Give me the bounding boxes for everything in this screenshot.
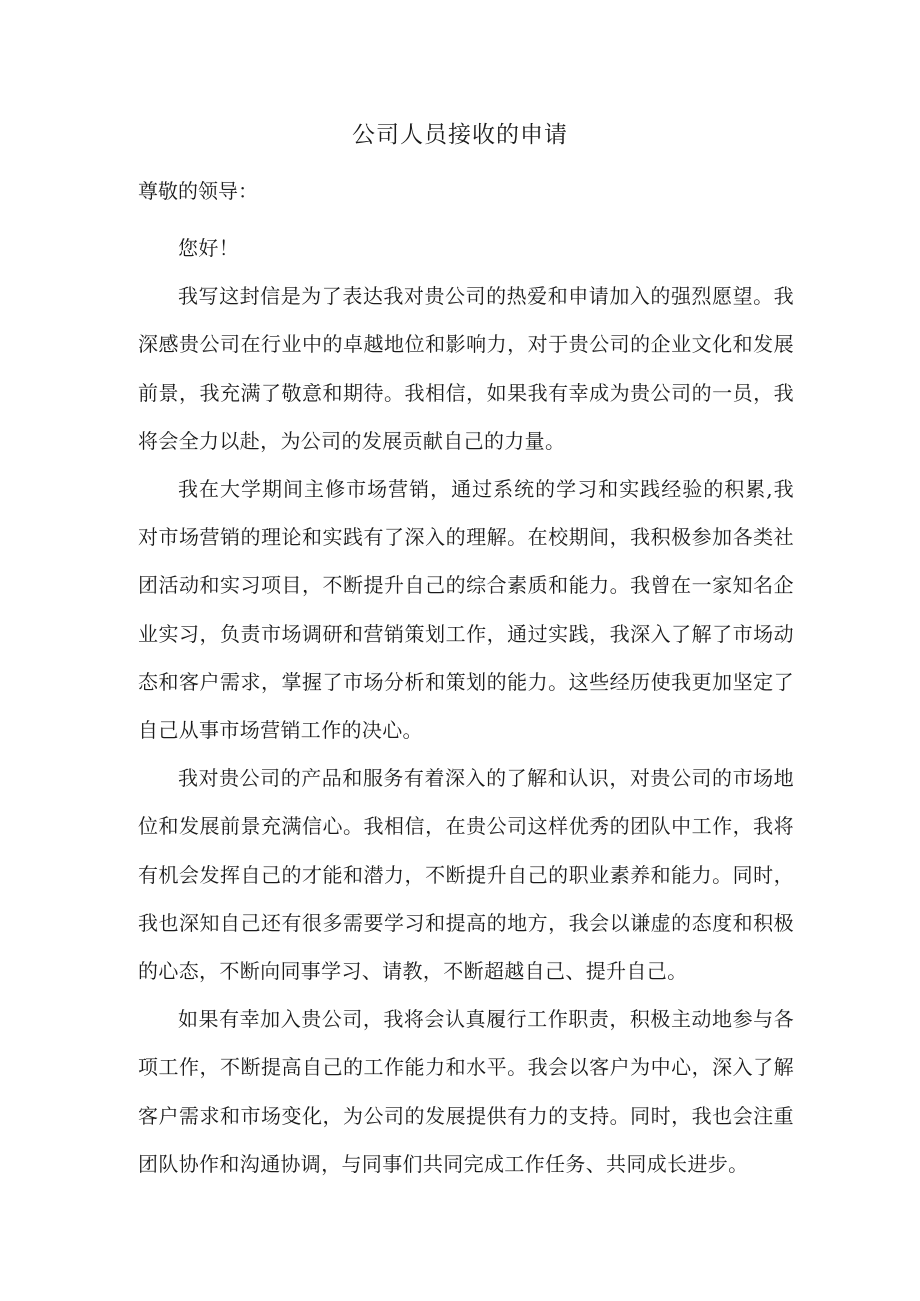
salutation: 尊敬的领导：: [138, 179, 258, 203]
letter-body: [138, 224, 794, 1188]
document-title: 公司人员接收的申请: [352, 122, 568, 148]
body-paragraph-2: 我在大学期间主修市场营销，通过系统的学习和实践经验的积累,我对市场营销的理论和实践有了深入的理解。在校期间，我积极参加各类社团活动和实习项目，不断提升自己的综合素质和能力。我曾在一家知名企业实习，负责市场调研和营销策划工作，通过实践，我深入了解了市场动态和客户需求，掌握了市场分析和策划的能力。这些经历使我更加坚定了自己从事市场营销工作的决心。: [138, 477, 794, 743]
greeting-paragraph: 您好！: [178, 236, 240, 260]
body-paragraph-4: 如果有幸加入贵公司，我将会认真履行工作职责，积极主动地参与各项工作，不断提高自己的工作能力和水平。我会以客户为中心，深入了解客户需求和市场变化，为公司的发展提供有力的支持。同时，我也会注重团队协作和沟通协调，与同事们共同完成工作任务、共同成长进步。: [138, 1007, 794, 1176]
body-paragraph-1: 我写这封信是为了表达我对贵公司的热爱和申请加入的强烈愿望。我深感贵公司在行业中的卓越地位和影响力，对于贵公司的企业文化和发展前景，我充满了敬意和期待。我相信，如果我有幸成为贵公司的一员，我将会全力以赴，为公司的发展贡献自己的力量。: [138, 284, 794, 453]
body-paragraph-3: 我对贵公司的产品和服务有着深入的了解和认识，对贵公司的市场地位和发展前景充满信心。我相信，在贵公司这样优秀的团队中工作，我将有机会发挥自己的才能和潜力，不断提升自己的职业素养和能力。同时，我也深知自己还有很多需要学习和提高的地方，我会以谦虚的态度和积极的心态，不断向同事学习、请教，不断超越自己、提升自己。: [138, 766, 794, 984]
